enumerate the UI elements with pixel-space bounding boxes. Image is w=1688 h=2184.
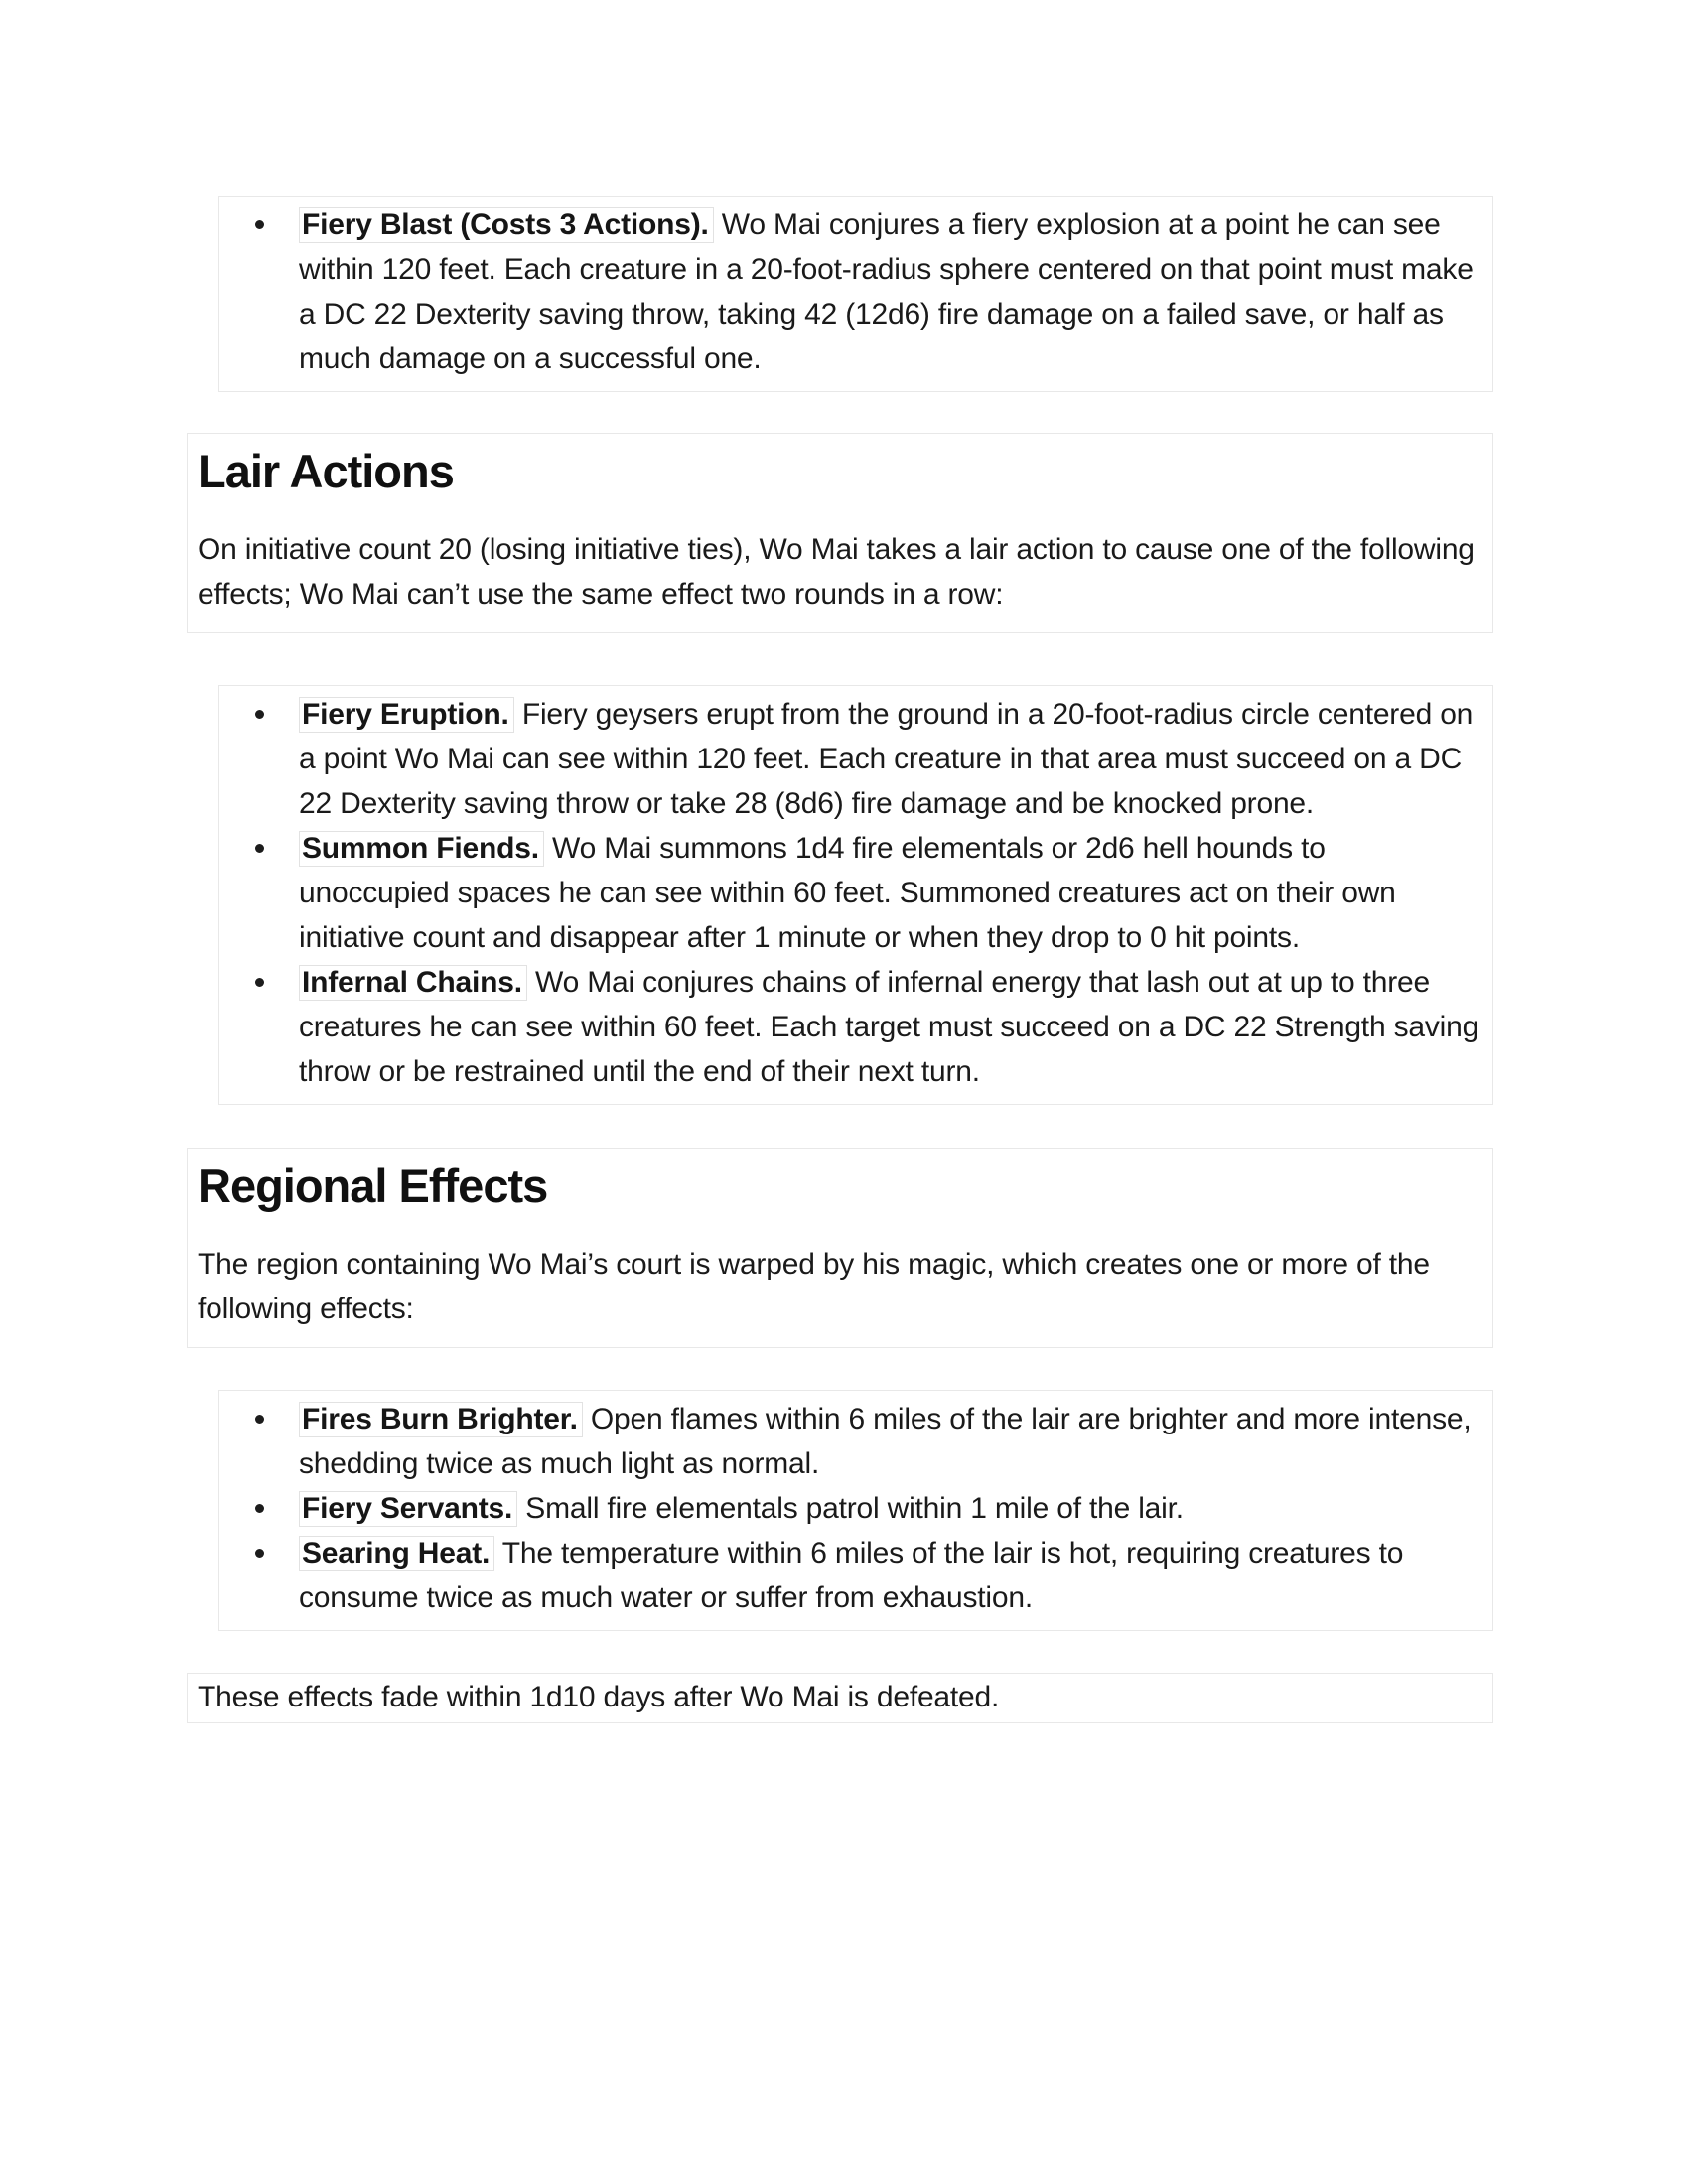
lair-actions-list: [229, 692, 1482, 1094]
regional-effects-intro: The region containing Wo Mai’s court is warped by his magic, which creates one or more of the following effects:: [198, 1248, 1430, 1325]
regional-effects-section: [187, 1148, 1493, 1348]
footer-note-text: These effects fade within 1d10 days after Wo Mai is defeated.: [198, 1681, 1000, 1713]
lair-actions-intro: On initiative count 20 (losing initiative ties), Wo Mai takes a lair action to cause one of the following effects; Wo Mai can’t use the same effect two rounds in a row:: [198, 533, 1475, 611]
regional-effects-heading: Regional Effects: [198, 1160, 548, 1212]
lair-actions-heading: Lair Actions: [198, 445, 454, 497]
list-item: [229, 203, 1482, 381]
regional-effects-list-block: [218, 1390, 1493, 1631]
action-name-label: Fiery Eruption.: [299, 697, 514, 733]
regional-effects-list: [229, 1397, 1482, 1620]
effect-name-label: Fiery Servants.: [299, 1491, 517, 1527]
legendary-action-block: [218, 196, 1493, 392]
list-item: [229, 826, 1482, 960]
list-item: [229, 1397, 1482, 1486]
lair-actions-section: [187, 433, 1493, 633]
list-item: [229, 960, 1482, 1094]
document-content: [187, 196, 1493, 1723]
footer-note-block: [187, 1673, 1493, 1723]
list-item: [229, 1486, 1482, 1531]
effect-text: Open flames within 6 miles of the lair are brighter and more intense, shedding twice as much light as normal.: [299, 1403, 1472, 1480]
list-item: [229, 1531, 1482, 1620]
action-text: Wo Mai summons 1d4 fire elementals or 2d6 hell hounds to unoccupied spaces he can see within 60 feet. Summoned creatures act on their own initiative count and disappear after 1 minute or when they drop to 0 hit points.: [299, 832, 1396, 954]
list-item: [229, 692, 1482, 826]
action-text: Wo Mai conjures chains of infernal energy that lash out at up to three creatures he can see within 60 feet. Each target must succeed on a DC 22 Strength saving throw or be restrained until the end of their next turn.: [299, 966, 1479, 1088]
action-text: Fiery geysers erupt from the ground in a 20-foot-radius circle centered on a point Wo Mai can see within 120 feet. Each creature in that area must succeed on a DC 22 Dexterity saving throw or take 28 (8d6) fire damage and be knocked prone.: [299, 698, 1474, 820]
legendary-action-list: [229, 203, 1482, 381]
effect-text: Small fire elementals patrol within 1 mile of the lair.: [525, 1492, 1184, 1525]
effect-name-label: Searing Heat.: [299, 1536, 494, 1571]
action-name-label: Fiery Blast (Costs 3 Actions).: [299, 207, 714, 243]
effect-name-label: Fires Burn Brighter.: [299, 1402, 583, 1437]
action-name-label: Infernal Chains.: [299, 965, 527, 1001]
action-text: Wo Mai conjures a fiery explosion at a point he can see within 120 feet. Each creature in a 20-foot-radius sphere centered on that point must make a DC 22 Dexterity saving throw, taking 42 (12d6) fire damage on a failed save, or half as much damage on a successful one.: [299, 208, 1474, 375]
action-name-label: Summon Fiends.: [299, 831, 544, 867]
effect-text: The temperature within 6 miles of the lair is hot, requiring creatures to consume twice as much water or suffer from exhaustion.: [299, 1537, 1404, 1614]
lair-actions-list-block: [218, 685, 1493, 1105]
